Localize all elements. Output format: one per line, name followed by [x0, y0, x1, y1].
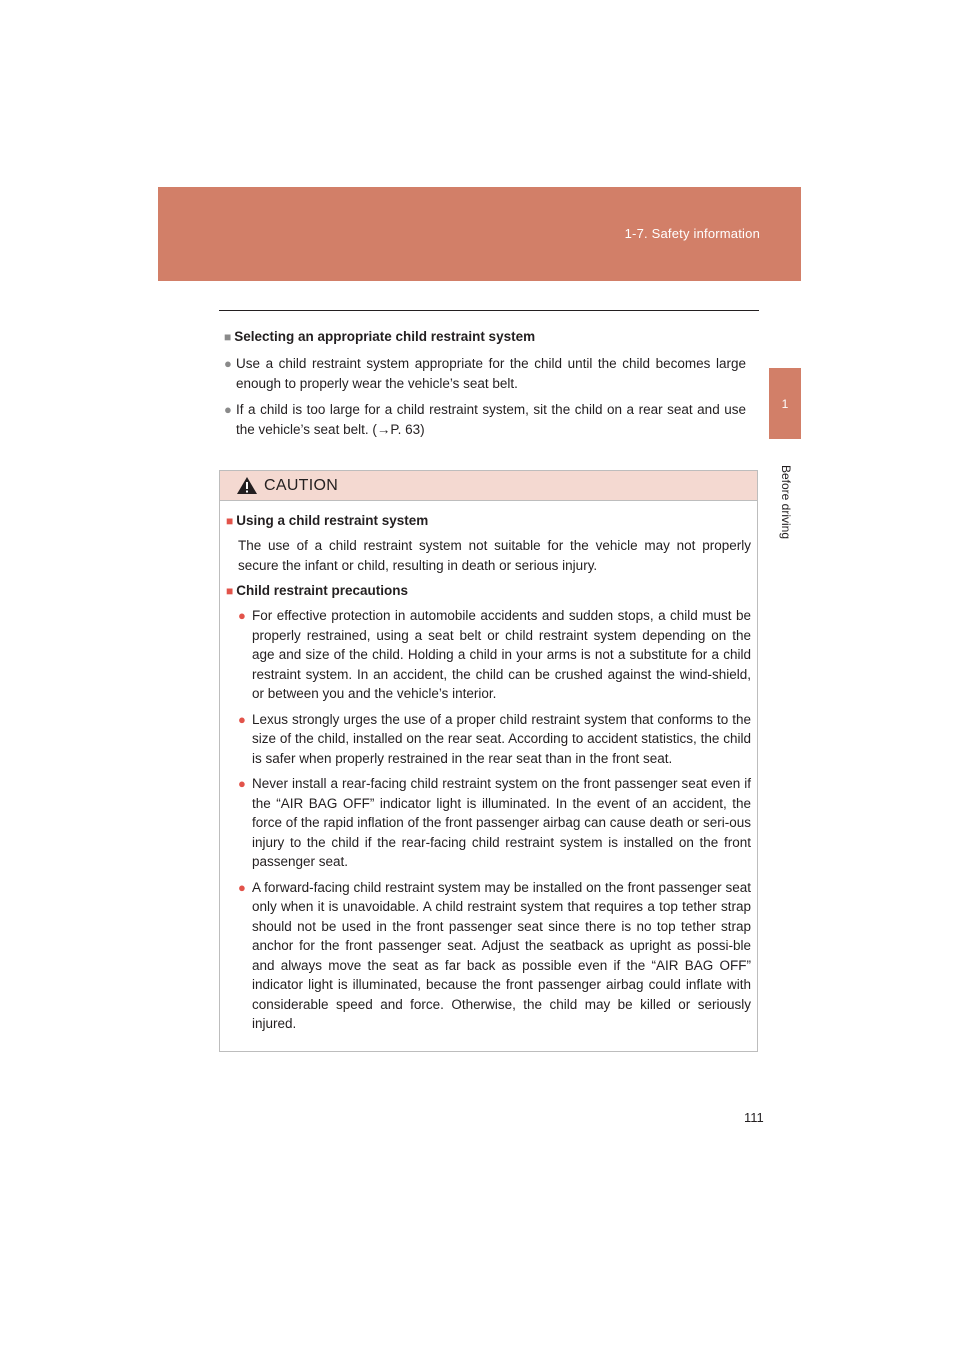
- circle-bullet-icon: ●: [238, 776, 246, 791]
- list-item-text: Never install a rear-facing child restraint system on the front passenger seat even if the “AIR BAG OFF” indicator light is illuminated. In the event of an accident, the force of the rapid inflation of the front passenger airbag can cause death or seri-ous injury to the child if the rear-facing child restraint system is installed on the front passenger seat.: [252, 776, 751, 869]
- chapter-tab: [769, 368, 801, 439]
- list-item-text: If a child is too large for a child restraint system, sit the child on a rear seat and use the vehicle’s seat belt. (→P. 63): [236, 402, 746, 437]
- caution-heading-text: Child restraint precautions: [236, 583, 409, 598]
- list-item-text: Use a child restraint system appropriate for the child until the child becomes large enough to properly wear the vehicle’s seat belt.: [236, 356, 746, 391]
- caution-body: [220, 501, 757, 1034]
- square-bullet-icon: ■: [226, 514, 234, 528]
- circle-bullet-icon: ●: [224, 402, 232, 417]
- list-item: [224, 400, 746, 439]
- list-item: [238, 710, 751, 769]
- page-number: 111: [744, 1110, 764, 1125]
- circle-bullet-icon: ●: [238, 711, 246, 727]
- square-bullet-icon: ■: [224, 330, 232, 344]
- chapter-label: Before driving: [779, 464, 793, 540]
- list-item: [238, 774, 751, 872]
- caution-label: CAUTION: [264, 476, 339, 494]
- caution-heading: [226, 513, 751, 528]
- intro-section: [224, 329, 746, 446]
- intro-heading-text: Selecting an appropriate child restraint system: [234, 329, 536, 344]
- list-item-text: Lexus strongly urges the use of a proper child restraint system that conforms to the size of the child, installed on the rear seat. According to accident statistics, the child is safer when properly restrained in the rear seat than in the front seat.: [252, 711, 751, 766]
- caution-box: [219, 470, 758, 1052]
- list-item: [238, 606, 751, 704]
- warning-triangle-icon: [236, 476, 258, 495]
- square-bullet-icon: ■: [226, 584, 234, 598]
- list-item-text: For effective protection in automobile accidents and sudden stops, a child must be properly restrained, using a seat belt or child restraint system depending on the age and size of the child. Holding a child in your arms is not a substitute for a child restraint system. In an accident, the child can be crushed against the wind-shield, or between you and the vehicle’s interior.: [252, 608, 751, 701]
- caution-heading-text: Using a child restraint system: [236, 513, 429, 528]
- list-item-text: A forward-facing child restraint system may be installed on the front passenger seat only when it is unavoidable. A child restraint system that requires a top tether strap should not be used in the front passenger seat since there is no top tether strap anchor for the front passenger seat. Adjust the seatback as upright as possi-ble and always move the seat as far back as possible even if the “AIR BAG OFF” indicator light is illuminated, because the front passenger airbag could inflate with considerable speed and force. Otherwise, the child may be killed or seriously injured.: [252, 879, 751, 1031]
- intro-heading: [224, 329, 746, 344]
- list-item: [238, 878, 751, 1034]
- list-item: [224, 354, 746, 393]
- header-band: [158, 187, 801, 281]
- circle-bullet-icon: ●: [238, 608, 246, 623]
- chapter-number: 1: [781, 396, 789, 411]
- caution-heading: [226, 583, 751, 598]
- section-title: 1-7. Safety information: [624, 226, 760, 241]
- caution-paragraph: The use of a child restraint system not suitable for the vehicle may not properly secure the infant or child, resulting in death or serious injury.: [238, 538, 751, 573]
- top-divider: [219, 310, 759, 311]
- caution-header: [220, 471, 757, 501]
- circle-bullet-icon: ●: [238, 879, 246, 895]
- circle-bullet-icon: ●: [224, 356, 232, 371]
